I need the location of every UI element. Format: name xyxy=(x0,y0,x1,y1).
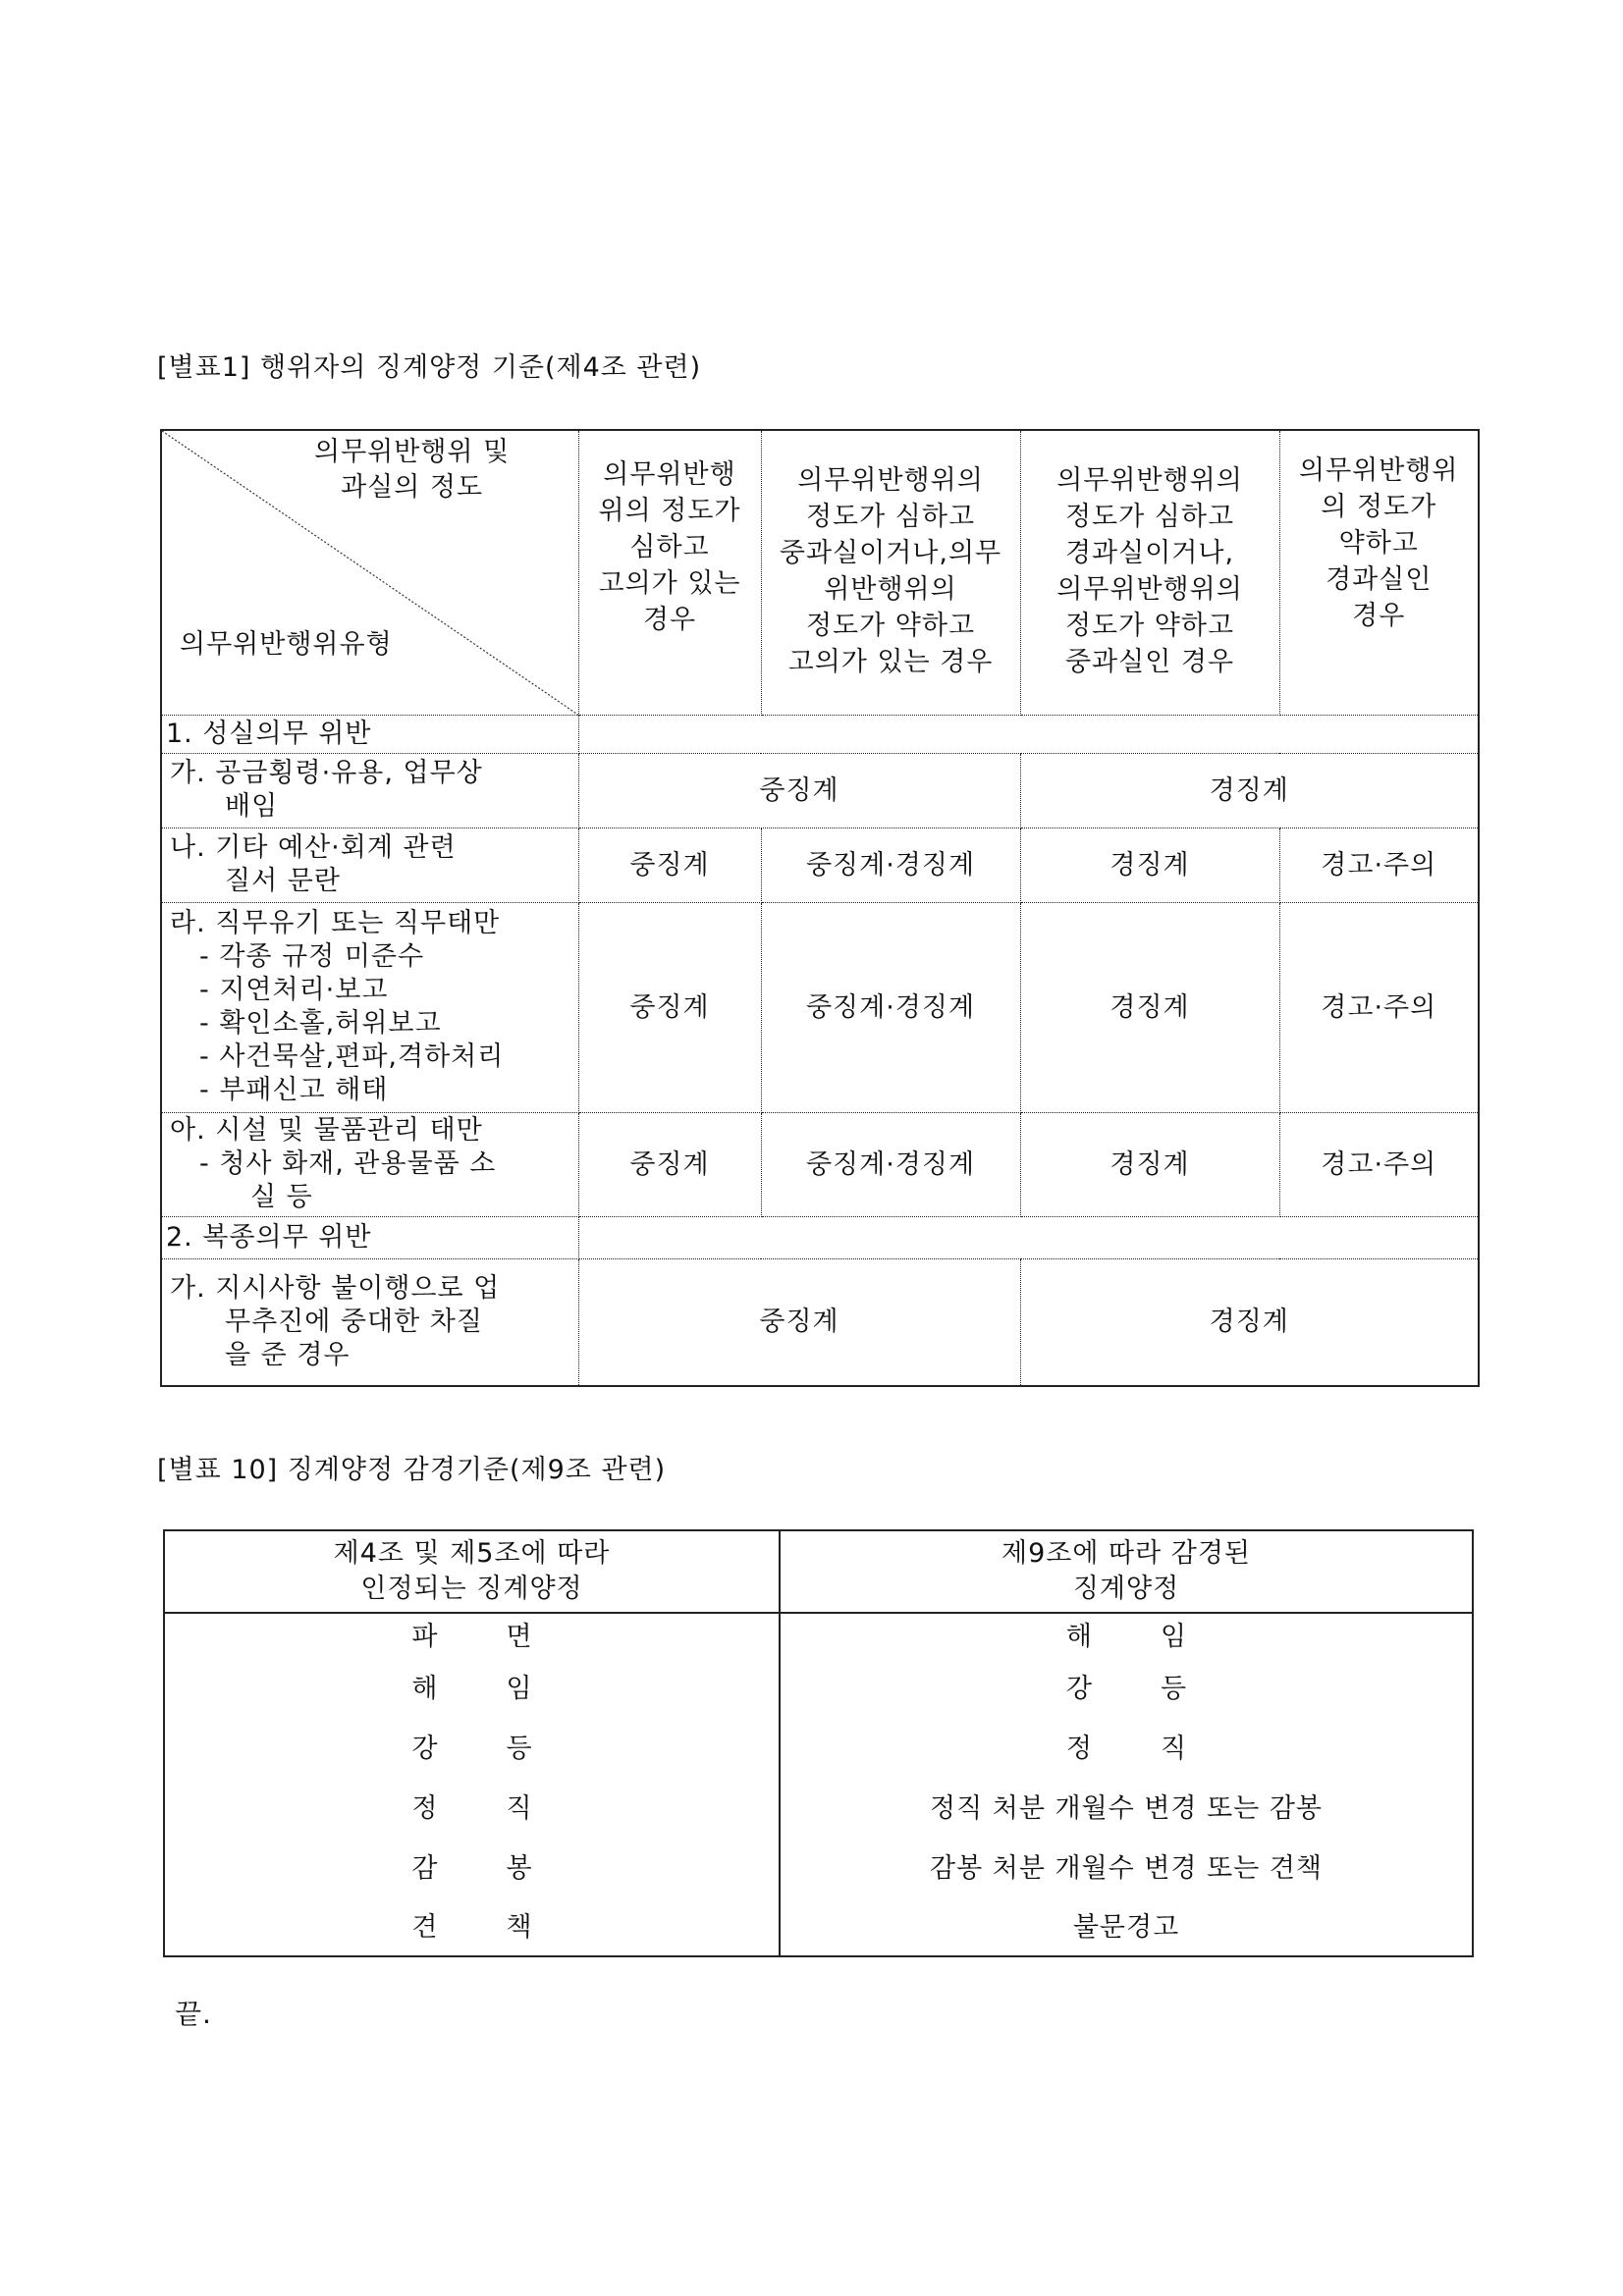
header-line: 위의 정도가 xyxy=(598,496,741,526)
column-header-4 xyxy=(1279,430,1479,715)
header-line: 제9조에 따라 감경된 xyxy=(1001,1538,1251,1569)
penalty-cell: 경징계 xyxy=(1020,828,1279,902)
header-line: 약하고 xyxy=(1338,528,1419,559)
category-row xyxy=(161,1216,1479,1258)
item-line: 가. 지시사항 불이행으로 업 xyxy=(170,1272,501,1304)
reduced-penalty: 정직 처분 개월수 변경 또는 감봉 xyxy=(930,1793,1323,1824)
reduced-penalty-text: 해임 xyxy=(1065,1621,1256,1652)
corner-top-line2: 과실의 정도 xyxy=(341,472,484,503)
header-left-cell xyxy=(164,1530,780,1613)
corner-bottom-label: 의무위반행위유형 xyxy=(180,629,393,660)
penalty-cell: 중징계·경징계 xyxy=(761,902,1020,1112)
header-corner-cell xyxy=(161,430,578,715)
penalty-cell: 경징계 xyxy=(1020,1112,1279,1216)
original-penalty-text: 해임 xyxy=(411,1674,601,1704)
item-line: 질서 문란 xyxy=(225,866,341,896)
table-row xyxy=(164,1779,1473,1839)
penalty-cell: 중징계·경징계 xyxy=(761,1112,1020,1216)
end-mark: 끝. xyxy=(175,1998,212,2030)
violation-type xyxy=(161,1112,578,1216)
table-row xyxy=(161,1112,1479,1216)
penalty-cell: 중징계 xyxy=(578,753,1020,828)
header-line: 징계양정 xyxy=(1072,1574,1180,1604)
table-row xyxy=(164,1613,1473,1659)
header-line: 중과실인 경우 xyxy=(1064,647,1235,677)
original-penalty xyxy=(164,1659,780,1719)
penalty-cell: 경징계 xyxy=(1020,902,1279,1112)
table1-title: [별표1] 행위자의 징계양정 기준(제4조 관련) xyxy=(157,352,702,383)
original-penalty-text: 강등 xyxy=(411,1734,601,1764)
original-penalty-text: 감봉 xyxy=(411,1853,601,1884)
header-line: 의무위반행위의 xyxy=(797,465,984,496)
header-line: 의무위반행위의 xyxy=(1056,574,1243,605)
reduced-penalty-text: 정직 xyxy=(1065,1734,1256,1764)
item-line: 배임 xyxy=(225,791,279,822)
header-line: 심하고 xyxy=(629,532,710,562)
column-header-1 xyxy=(578,430,761,715)
header-line: 경과실이거나, xyxy=(1064,538,1235,568)
penalty-cell: 경고·주의 xyxy=(1279,1112,1479,1216)
penalty-cell: 중징계 xyxy=(578,902,761,1112)
table2-header-row xyxy=(164,1530,1473,1613)
empty-cell xyxy=(578,715,1479,753)
item-subline: - 확인소홀,허위보고 xyxy=(199,1008,442,1039)
table-row xyxy=(164,1898,1473,1956)
header-line: 고의가 있는 xyxy=(598,568,741,599)
header-line: 경과실인 xyxy=(1325,564,1433,595)
item-line: 무추진에 중대한 차질 xyxy=(225,1306,483,1337)
table-row xyxy=(161,902,1479,1112)
reduced-penalty xyxy=(780,1719,1473,1779)
penalty-cell: 경고·주의 xyxy=(1279,902,1479,1112)
table-row xyxy=(164,1659,1473,1719)
item-line: 라. 직무유기 또는 직무태만 xyxy=(170,908,501,938)
original-penalty xyxy=(164,1839,780,1898)
header-line: 고의가 있는 경우 xyxy=(787,647,994,677)
reduced-penalty-text: 강등 xyxy=(1065,1674,1256,1704)
header-line: 경우 xyxy=(642,605,697,635)
disciplinary-standard-table xyxy=(160,429,1480,1387)
table-row xyxy=(161,753,1479,828)
original-penalty-text: 파면 xyxy=(411,1621,601,1652)
reduced-penalty: 감봉 처분 개월수 변경 또는 견책 xyxy=(930,1853,1323,1884)
header-line: 의무위반행위의 xyxy=(1056,465,1243,496)
violation-type xyxy=(161,828,578,902)
original-penalty xyxy=(164,1719,780,1779)
reduced-penalty: 불문경고 xyxy=(1072,1911,1180,1943)
original-penalty xyxy=(164,1898,780,1956)
penalty-cell: 경징계 xyxy=(1020,753,1479,828)
mitigation-standard-table xyxy=(163,1529,1474,1957)
table-row xyxy=(161,1258,1479,1386)
table1-header-row xyxy=(161,430,1479,715)
header-right-cell xyxy=(780,1530,1473,1613)
header-line: 의무위반행 xyxy=(603,459,736,490)
table-row xyxy=(164,1719,1473,1779)
violation-type xyxy=(161,753,578,828)
header-line: 정도가 약하고 xyxy=(805,611,976,641)
header-line: 정도가 약하고 xyxy=(1064,611,1235,641)
corner-top-label xyxy=(314,435,510,506)
item-line: 가. 공금횡령·유용, 업무상 xyxy=(170,758,483,788)
item-line: 을 준 경우 xyxy=(225,1339,351,1370)
item-subline: - 부패신고 해태 xyxy=(199,1075,389,1105)
item-subline: - 지연처리·보고 xyxy=(199,975,389,1005)
item-line: 아. 시설 및 물품관리 태만 xyxy=(170,1115,483,1146)
corner-top-line1: 의무위반행위 및 xyxy=(314,437,511,467)
penalty-cell: 중징계·경징계 xyxy=(761,828,1020,902)
original-penalty-text: 정직 xyxy=(411,1793,601,1824)
header-line: 의 정도가 xyxy=(1321,492,1437,522)
table-row xyxy=(161,828,1479,902)
header-line: 정도가 심하고 xyxy=(805,502,976,532)
header-line: 인정되는 징계양정 xyxy=(360,1574,583,1604)
item-subline: - 사건묵살,편파,격하처리 xyxy=(199,1041,505,1072)
violation-type xyxy=(161,902,578,1112)
category-label: 2. 복종의무 위반 xyxy=(161,1216,578,1258)
column-header-3 xyxy=(1020,430,1279,715)
table-row xyxy=(164,1839,1473,1898)
table2-title: [별표 10] 징계양정 감경기준(제9조 관련) xyxy=(157,1455,667,1485)
category-label: 1. 성실의무 위반 xyxy=(161,715,578,753)
header-line: 중과실이거나,의무 xyxy=(779,538,1002,568)
penalty-cell: 경징계 xyxy=(1020,1258,1479,1386)
original-penalty xyxy=(164,1779,780,1839)
violation-type xyxy=(161,1258,578,1386)
header-line: 경우 xyxy=(1352,601,1406,631)
reduced-penalty xyxy=(780,1613,1473,1659)
header-line: 위반행위의 xyxy=(824,574,957,605)
header-line: 의무위반행위 xyxy=(1299,455,1459,486)
penalty-cell: 중징계 xyxy=(578,1112,761,1216)
header-line: 정도가 심하고 xyxy=(1064,502,1235,532)
header-line: 제4조 및 제5조에 따라 xyxy=(333,1538,611,1569)
penalty-cell: 중징계 xyxy=(578,1258,1020,1386)
item-subline: 실 등 xyxy=(250,1182,313,1212)
penalty-cell: 중징계 xyxy=(578,828,761,902)
category-row xyxy=(161,715,1479,753)
item-subline: - 각종 규정 미준수 xyxy=(199,941,425,972)
original-penalty xyxy=(164,1613,780,1659)
penalty-cell: 경고·주의 xyxy=(1279,828,1479,902)
reduced-penalty xyxy=(780,1659,1473,1719)
item-line: 나. 기타 예산·회계 관련 xyxy=(170,832,457,863)
column-header-2 xyxy=(761,430,1020,715)
empty-cell xyxy=(578,1216,1479,1258)
original-penalty-text: 견책 xyxy=(411,1911,601,1943)
item-subline: - 청사 화재, 관용물품 소 xyxy=(199,1148,497,1179)
